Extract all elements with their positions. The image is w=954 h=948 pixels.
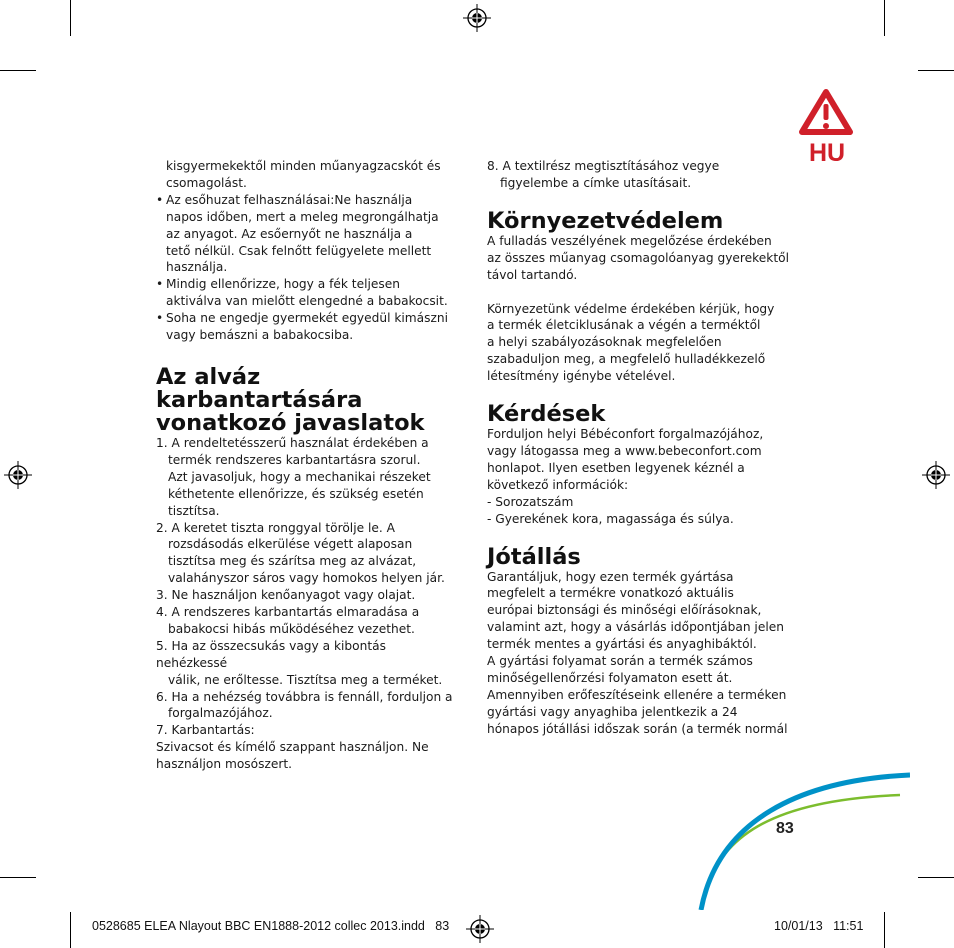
crop-mark	[0, 70, 36, 71]
left-column	[156, 158, 456, 773]
section-heading-environment: Környezetvédelem	[487, 207, 724, 234]
section-heading-warranty: Jótállás	[487, 543, 581, 570]
text-line: kisgyermekektől minden műanyagzacskót és	[166, 159, 441, 173]
footer-file-info: 0528685 ELEA Nlayout BBC EN1888-2012 collec 2013.indd 83	[92, 919, 450, 933]
numbered-item: 6. Ha a nehézség továbbra is fennáll, forduljon a forgalmazójához.	[156, 689, 453, 721]
decorative-arcs	[600, 760, 910, 910]
bullet-item: • Mindig ellenőrizze, hogy a fék teljesen aktiválva van mielőtt elengedné a babakocsit.	[156, 276, 456, 310]
crop-mark	[884, 0, 885, 36]
paragraph: Garantáljuk, hogy ezen termék gyártása megfelelt a termékre vonatkozó aktuális európai biztonsági és minőségi előírásoknak, valamint azt, hogy a vásárlás időpontjában jelen termék mentes a gyártási és anyaghibáktól. A gyártási folyamat során a termék számos minőségellenőrzési folyamaton esett át. Amennyiben erőfeszítéseink ellenére a terméken gyártási vagy anyaghiba jelentkezik a 24 hónapos jótállási időszak során (a termék normál	[487, 569, 788, 736]
footer-date-time: 10/01/13 11:51	[774, 919, 864, 933]
page-number: 83	[776, 820, 794, 837]
registration-mark-icon	[466, 915, 494, 943]
text-line: tető nélkül. Csak felnőtt felügyelete mellett	[166, 243, 432, 258]
text-line: csomagolást.	[166, 175, 247, 190]
right-column	[487, 158, 797, 738]
numbered-item: 4. A rendszeres karbantartás elmaradása a babakocsi hibás működéséhez vezethet.	[156, 605, 420, 636]
numbered-item: 2. A keretet tiszta ronggyal törölje le. A rozsdásodás elkerülése végett alaposan tisztítsa meg és szárítsa meg az alvázat, valahányszor sáros vagy homokos helyen jár.	[156, 520, 445, 586]
numbered-item: 1. A rendeltetésszerű használat érdekében a termék rendszeres karbantartásra szorul. Azt javasoljuk, hogy a mechanikai részeket kéthetente ellenőrizze, és szükség esetén tisztítsa.	[156, 435, 431, 518]
text-line: Az esőhuzat felhasználásai:Ne használja	[166, 192, 413, 207]
section-heading-chassis: Az alváz karbantartására vonatkozó javaslatok	[156, 363, 425, 436]
paragraph: Forduljon helyi Bébéconfort forgalmazójához, vagy látogassa meg a www.bebeconfort.com honlapot. Ilyen esetben legyenek kéznél a következő információk: - Sorozatszám - Gyerekének kora, magassága és súlya.	[487, 427, 764, 526]
numbered-item: 7. Karbantartás: Szivacsot és kímélő szappant használjon. Ne használjon mosószert.	[156, 723, 429, 772]
crop-mark	[918, 70, 954, 71]
text-line: használja.	[166, 260, 228, 275]
section-heading-questions: Kérdések	[487, 401, 606, 428]
intro-text	[156, 158, 456, 192]
crop-mark	[70, 0, 71, 36]
text-line: aktiválva van mielőtt elengedné a babakocsit.	[166, 294, 448, 309]
bullet-item: • Az esőhuzat felhasználásai:Ne használja napos időben, mert a meleg megrongálhatja az anyagot. Az esőernyőt ne használja a tető nélkül. Csak felnőtt felügyelete mellett használja.	[156, 192, 456, 277]
text-line: Soha ne engedje gyermekét egyedül kimászni	[166, 311, 449, 326]
crop-mark	[884, 912, 885, 948]
text-line: napos időben, mert a meleg megrongálhatja	[166, 209, 439, 224]
text-line: Mindig ellenőrizze, hogy a fék teljesen	[166, 277, 400, 292]
numbered-item: 8. A textilrész megtisztításához vegye figyelembe a címke utasításait.	[487, 159, 720, 190]
crop-mark	[0, 877, 36, 878]
crop-mark	[918, 877, 954, 878]
bullet-item: • Soha ne engedje gyermekét egyedül kimászni vagy bemászni a babakocsiba.	[156, 310, 456, 344]
registration-mark-icon	[922, 461, 950, 489]
text-line: az anyagot. Az esőernyőt ne használja a	[166, 226, 413, 241]
numbered-item: 5. Ha az összecsukás vagy a kibontás nehézkessé válik, ne erőltesse. Tisztítsa meg a terméket.	[156, 638, 443, 687]
registration-mark-icon	[463, 4, 491, 32]
crop-mark	[70, 912, 71, 948]
numbered-item: 3. Ne használjon kenőanyagot vagy olajat.	[156, 588, 416, 603]
paragraph: A fulladás veszélyének megelőzése érdekében az összes műanyag csomagolóanyag gyerekektől távol tartandó.	[487, 233, 789, 282]
warning-triangle-icon	[798, 88, 854, 138]
registration-mark-icon	[4, 461, 32, 489]
paragraph: Környezetünk védelme érdekében kérjük, hogy a termék életciklusának a végén a terméktől a helyi szabályozásoknak megfelelően szabaduljon meg, a megfelelő hulladékkezelő létesítmény igénybe vételével.	[487, 301, 775, 384]
language-code-badge: HU	[808, 139, 846, 167]
text-line: vagy bemászni a babakocsiba.	[166, 328, 354, 343]
